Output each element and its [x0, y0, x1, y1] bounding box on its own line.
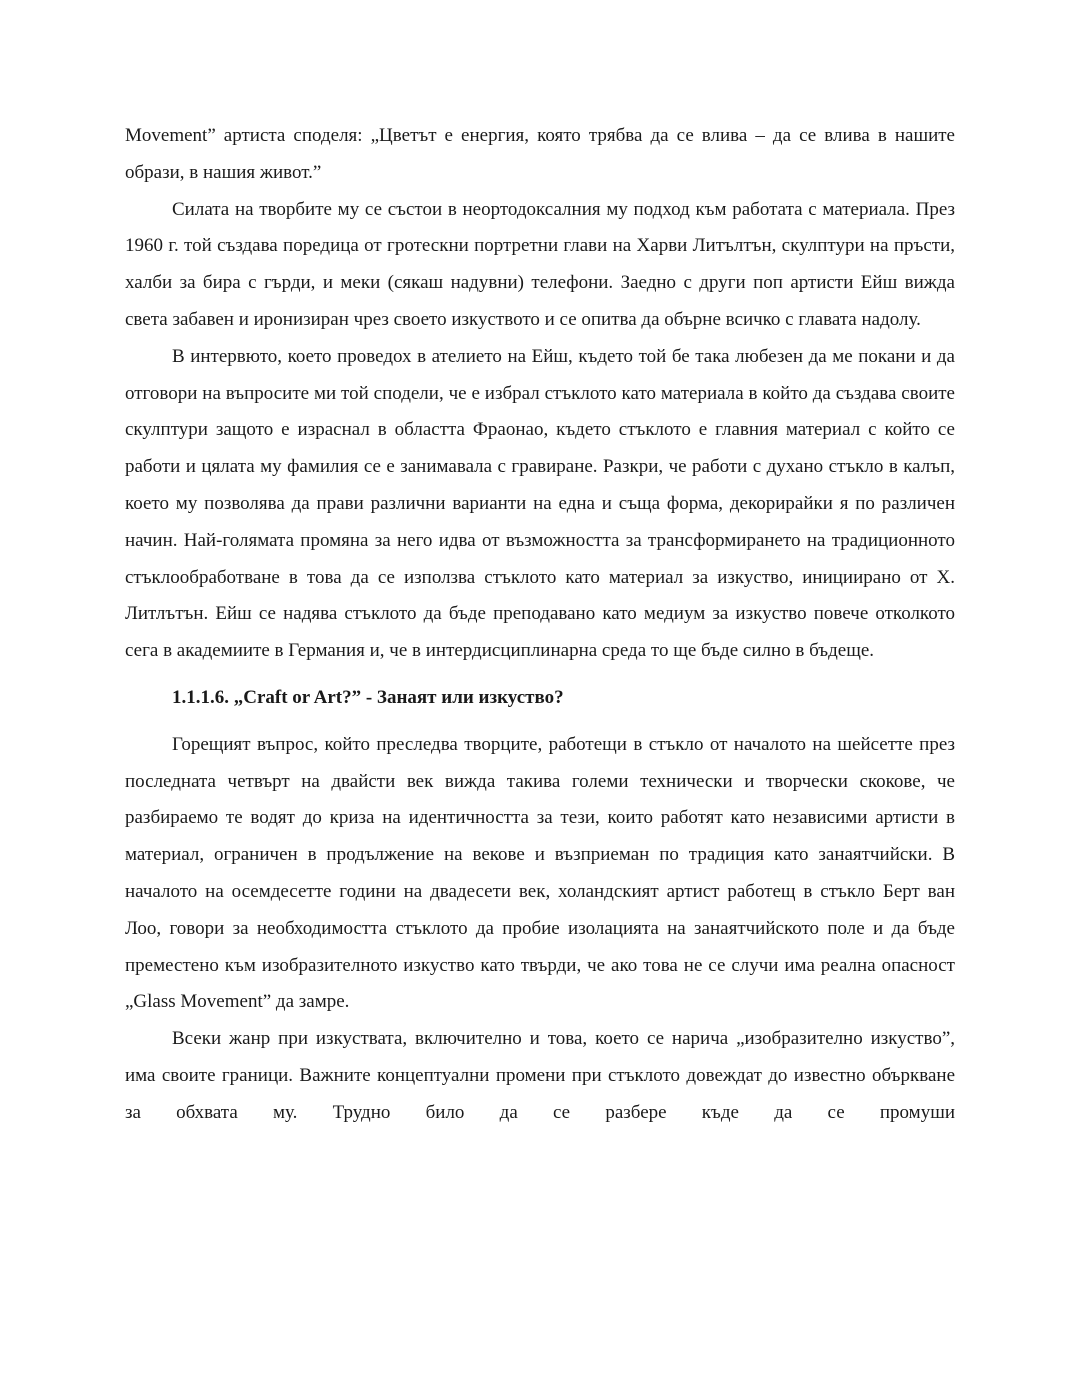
paragraph-unorthodox-approach: Силата на творбите му се състои в неортодоксалния му подход към работата с материала. През 1960 г. той създава поредица от гротескни портретни глави на Харви Литълтън, скулптури на пръсти, халби за бира с гърди, и меки (сякаш надувни) телефони. Заедно с други поп артисти Ейш вижда света забавен и иронизиран чрез своето изкуството и се опитва да обърне всичко с главата надолу.	[125, 198, 955, 330]
paragraph-continuation: Movement” артиста споделя: „Цветът е енергия, която трябва да се влива – да се влива в нашите образи, в нашия живот.”	[125, 125, 955, 183]
paragraph-genre-boundaries: Всеки жанр при изкуствата, включително и това, което се нарича „изобразително изкуство”, има своите граници. Важните концептуални промени при стъклото довеждат до известно объркване за обхвата му. Трудно било да се разбере къде да се промуши	[125, 1028, 955, 1123]
paragraph-interview: В интервюто, което проведох в ателието на Ейш, където той бе така любезен да ме покани и да отговори на въпросите ми той сподели, че е избрал стъклото като материала в който да създава своите скулптури защото е израснал в областта Фраонао, където стъклото е главния материал с който се работи и цялата му фамилия се е занимавала с гравиране. Разкри, че работи с духано стъкло в калъп, което му позволява да прави различни варианти на една и съща форма, декорирайки я по различен начин. Най-голямата промяна за него идва от възможността за трансформирането на традиционното стъклообработване в това да се използва стъклото като материал за изкуство, инициирано от Х. Литлътън. Ейш се надява стъклото да бъде преподавано като медиум за изкуство повече отколкото сега в академиите в Германия и, че в интердисциплинарна среда то ще бъде силно в бъдеще.	[125, 345, 955, 662]
paragraph-craft-question: Горещият въпрос, който преследва творците, работещи в стъкло от началото на шейсетте през последната четвърт на двайсти век вижда такива големи технически и творчески скокове, че разбираемо те водят до криза на идентичността за тези, които работят като независими артисти в материал, ограничен в продължение на векове и възприеман по традиция като занаятчийски. В началото на осемдесетте години на двадесети век, холандският артист работещ в стъкло Берт ван Лоо, говори за необходимостта стъклото да пробие изолацията на занаятчийското поле и да бъде преместено към изобразителното изкуство като твърди, че ако това не се случи има реална опасност „Glass Movement” да замре.	[125, 733, 955, 1013]
section-heading: 1.1.1.6. „Craft or Art?” - Занаят или изкуство?	[172, 686, 564, 708]
document-page	[125, 118, 955, 1132]
